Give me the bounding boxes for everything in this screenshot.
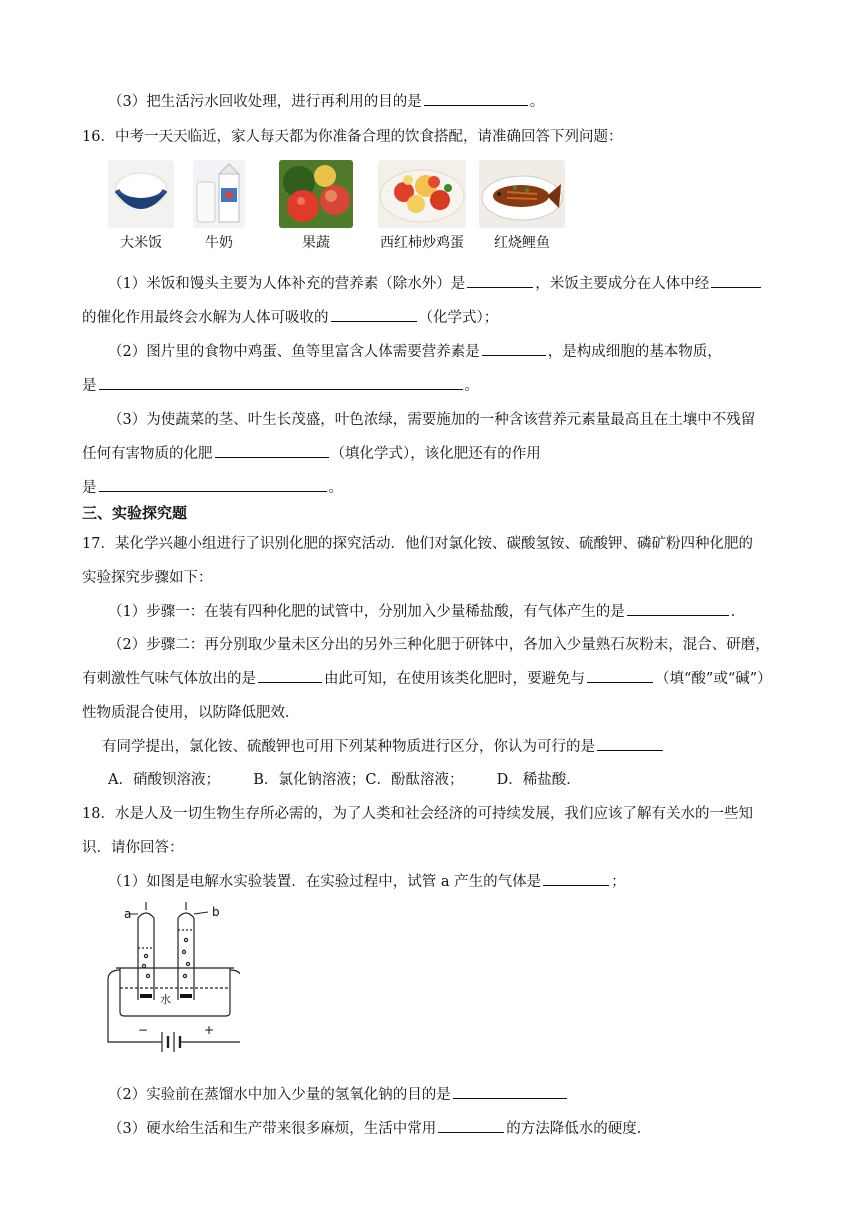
q18-part1: （1）如图是电解水实验装置．在实验过程中，试管 a 产生的气体是 ；	[108, 870, 626, 891]
q17-step2: （2）步骤二：再分别取少量未区分出的另外三种化肥于研钵中，各加入少量熟石灰粉末，混合、研磨，	[108, 637, 770, 653]
q18-stem-cont: 识．请你回答：	[82, 840, 184, 856]
answer-blank[interactable]	[99, 477, 327, 492]
food-label: 大米饭	[120, 235, 162, 251]
fruits-vegetables-image	[279, 160, 353, 228]
q17-stem-cont: 实验探究步骤如下：	[82, 570, 213, 586]
food-fruits-veg	[279, 160, 353, 252]
food-label: 西红柿炒鸡蛋	[380, 235, 464, 251]
negative-terminal-label: −	[138, 1023, 149, 1037]
answer-blank[interactable]	[331, 307, 417, 322]
q16-part2-cont: 是 。	[82, 374, 479, 395]
q17-extra: 有同学提出，氯化铵、硫酸钾也可用下列某种物质进行区分，你认为可行的是	[102, 735, 665, 756]
answer-blank[interactable]	[467, 273, 533, 288]
answer-blank[interactable]	[482, 341, 546, 356]
food-braised-carp	[479, 160, 565, 252]
answer-blank[interactable]	[99, 375, 463, 390]
answer-blank[interactable]	[587, 668, 653, 683]
q18-stem: 18．水是人及一切生物生存所必需的，为了人类和社会经济的可持续发展，我们应该了解有关水的一些知	[82, 806, 753, 822]
q18-part3: （3）硬水给生活和生产带来很多麻烦，生活中常用 的方法降低水的硬度．	[108, 1117, 651, 1138]
tube-b-label: b	[212, 905, 220, 919]
q16-part3-cont: 任何有害物质的化肥 （填化学式），该化肥还有的作用	[82, 442, 541, 463]
option-a[interactable]: A．硝酸钡溶液；	[108, 772, 220, 788]
q16-part2: （2）图片里的食物中鸡蛋、鱼等里富含人体需要营养素是 ，是构成细胞的基本物质，	[108, 340, 722, 361]
answer-blank[interactable]	[453, 1084, 567, 1099]
answer-blank[interactable]	[543, 871, 609, 886]
q17-step1: （1）步骤一：在装有四种化肥的试管中，分别加入少量稀盐酸，有气体产生的是 ．	[108, 600, 745, 621]
answer-blank[interactable]	[597, 736, 663, 751]
tomato-egg-image	[378, 160, 466, 228]
section-heading: 三、实验探究题	[82, 504, 188, 522]
answer-blank[interactable]	[627, 601, 729, 616]
food-label: 红烧鲤鱼	[494, 235, 550, 251]
q17-stem: 17．某化学兴趣小组进行了识别化肥的探究活动．他们对氯化铵、碳酸氢铵、硫酸钾、磷矿粉四种化肥的	[82, 536, 753, 552]
q16-part3-cont2: 是 。	[82, 476, 343, 497]
food-tomato-egg	[378, 160, 466, 252]
q17-options	[108, 768, 581, 789]
q16-stem: 16．中考一天天临近，家人每天都为你准备合理的饮食搭配，请准确回答下列问题：	[82, 129, 623, 145]
tube-a-label: a	[124, 907, 132, 921]
electrolysis-diagram	[100, 900, 240, 1060]
answer-blank[interactable]	[424, 91, 528, 106]
food-label: 牛奶	[205, 235, 233, 251]
answer-blank[interactable]	[215, 443, 329, 458]
option-b-c[interactable]: B．氯化钠溶液；C．酚酞溶液；	[253, 772, 464, 788]
braised-carp-image	[479, 160, 565, 228]
answer-blank[interactable]	[711, 273, 761, 288]
answer-blank[interactable]	[258, 668, 322, 683]
electrolysis-apparatus	[100, 900, 240, 1060]
food-milk	[193, 160, 245, 252]
q18-part2: （2）实验前在蒸馏水中加入少量的氢氧化钠的目的是	[108, 1083, 569, 1104]
milk-image	[193, 160, 245, 228]
option-d[interactable]: D．稀盐酸．	[496, 772, 581, 788]
q17-step2-cont: 有刺激性气味气体放出的是 由此可知，在使用该类化肥时，要避免与 （填“酸”或“碱”）	[82, 667, 772, 688]
q16-part1-cont: 的催化作用最终会水解为人体可吸收的 （化学式）；	[82, 306, 498, 327]
answer-blank[interactable]	[438, 1118, 504, 1133]
q16-part1: （1）米饭和馒头主要为人体补充的营养素（除水外）是 ，米饭主要成分在人体中经	[108, 272, 763, 293]
food-label: 果蔬	[302, 235, 330, 251]
rice-bowl-image	[108, 160, 174, 228]
q16-part3: （3）为使蔬菜的茎、叶生长茂盛，叶色浓绿，需要施加的一种含该营养元素量最高且在土壤中不残留	[108, 412, 756, 428]
water-label: 水	[160, 993, 171, 1006]
q15-item3: （3）把生活污水回收处理，进行再利用的目的是 。	[108, 90, 544, 111]
food-rice	[108, 160, 174, 252]
positive-terminal-label: +	[204, 1023, 215, 1037]
q17-step2-cont2: 性物质混合使用，以防降低肥效．	[82, 705, 300, 721]
